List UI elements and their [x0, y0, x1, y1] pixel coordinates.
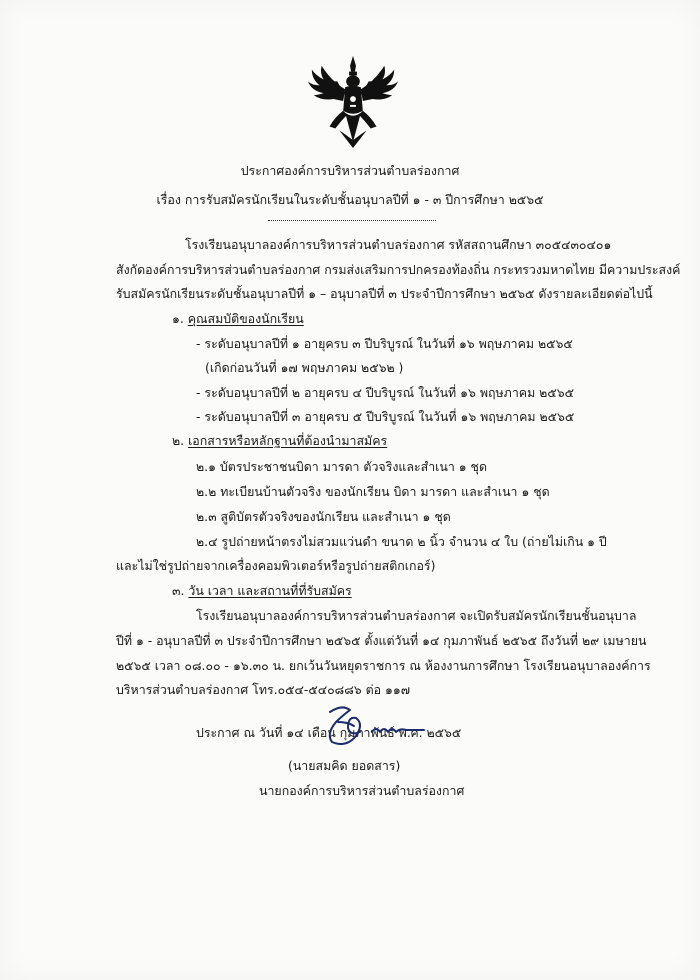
handwritten-signature-icon: [312, 702, 442, 750]
section3-line-3: ๒๕๖๕ เวลา ๐๘.๐๐ - ๑๖.๓๐ น. ยกเว้นวันหยุดราชการ ณ ห้องงานการศึกษา โรงเรียนอนุบาลองค์การ: [116, 658, 651, 673]
section2-item-1: ๒.๑ บัตรประชาชนบิดา มารดา ตัวจริงและสำเนา ๑ ชุด: [196, 459, 488, 474]
announce-date: ประกาศ ณ วันที่ ๑๔ เดือน กุมภาพันธ์ พ.ศ. ๒๕๖๕: [196, 725, 462, 740]
signer-position: นายกองค์การบริหารส่วนตำบลร่องกาศ: [259, 783, 465, 798]
section3-line-2: ปีที่ ๑ - อนุบาลปีที่ ๓ ประจำปีการศึกษา ๒๕๖๕ ตั้งแต่วันที่ ๑๔ กุมภาพันธ์ ๒๕๖๕ ถึงวันที่ ๒๙ เมษายน: [116, 633, 647, 648]
section3-line-4: บริหารส่วนตำบลร่องกาศ โทร.๐๕๔-๕๔๐๘๘๖ ต่อ ๑๑๗: [116, 682, 411, 697]
section2-item-4-cont: และไม่ใช่รูปถ่ายจากเครื่องคอมพิวเตอร์หรือรูปถ่ายสติกเกอร์): [116, 558, 436, 573]
section2-title: เอกสารหรือหลักฐานที่ต้องนำมาสมัคร: [188, 433, 388, 448]
intro-line-2: สังกัดองค์การบริหารส่วนตำบลร่องกาศ กรมส่งเสริมการปกครองท้องถิ่น กระทรวงมหาดไทย มีความประสงค์: [116, 262, 681, 277]
intro-line-1: โรงเรียนอนุบาลองค์การบริหารส่วนตำบลร่องกาศ รหัสสถานศึกษา ๓๐๕๔๓๐๔๐๑: [185, 237, 612, 252]
section2-item-4: ๒.๔ รูปถ่ายหน้าตรงไม่สวมแว่นดำ ขนาด ๒ นิ้ว จำนวน ๔ ใบ (ถ่ายไม่เกิน ๑ ปี: [196, 534, 607, 549]
intro-line-3: รับสมัครนักเรียนระดับชั้นอนุบาลปีที่ ๑ – อนุบาลปีที่ ๓ ประจำปีการศึกษา ๒๕๖๕ ดังรายละเอียดต่อไปนี้: [116, 286, 653, 301]
section3-title: วัน เวลา และสถานที่ที่รับสมัคร: [188, 583, 352, 598]
section1-item-1: - ระดับอนุบาลปีที่ ๑ อายุครบ ๓ ปีบริบูรณ์ ในวันที่ ๑๖ พฤษภาคม ๒๕๖๕: [196, 336, 573, 351]
document-title: ประกาศองค์การบริหารส่วนตำบลร่องกาศ: [240, 163, 460, 178]
title-dotted-divider: [268, 220, 436, 221]
section1-title: คุณสมบัติของนักเรียน: [187, 311, 304, 326]
signer-name: (นายสมคิด ยอดสาร): [288, 758, 401, 773]
section1-item-1-note: (เกิดก่อนวันที่ ๑๗ พฤษภาคม ๒๕๖๒ ): [205, 360, 404, 375]
section3-heading: [172, 582, 352, 600]
section1-heading: [172, 310, 304, 328]
section3-line-1: โรงเรียนอนุบาลองค์การบริหารส่วนตำบลร่องกาศ จะเปิดรับสมัครนักเรียนชั้นอนุบาล: [196, 608, 637, 623]
section2-number: ๒.: [172, 433, 185, 448]
section2-heading: [172, 432, 387, 450]
section2-item-3: ๒.๓ สูติบัตรตัวจริงของนักเรียน และสำเนา ๑ ชุด: [196, 509, 451, 524]
section1-number: ๑.: [172, 311, 184, 326]
subject-line: [0, 191, 700, 209]
subject-text: การรับสมัครนักเรียนในระดับชั้นอนุบาลปีที่ ๑ - ๓ ปีการศึกษา ๒๕๖๕: [184, 192, 544, 207]
section1-item-2: - ระดับอนุบาลปีที่ ๒ อายุครบ ๔ ปีบริบูรณ์ ในวันที่ ๑๖ พฤษภาคม ๒๕๖๕: [196, 385, 574, 400]
subject-label: เรื่อง: [156, 192, 181, 207]
section3-number: ๓.: [172, 583, 185, 598]
section1-item-3: - ระดับอนุบาลปีที่ ๓ อายุครบ ๕ ปีบริบูรณ์ ในวันที่ ๑๖ พฤษภาคม ๒๕๖๕: [196, 409, 575, 424]
section2-item-2: ๒.๒ ทะเบียนบ้านตัวจริง ของนักเรียน บิดา มารดา และสำเนา ๑ ชุด: [196, 484, 550, 499]
garuda-emblem-icon: [304, 52, 402, 150]
